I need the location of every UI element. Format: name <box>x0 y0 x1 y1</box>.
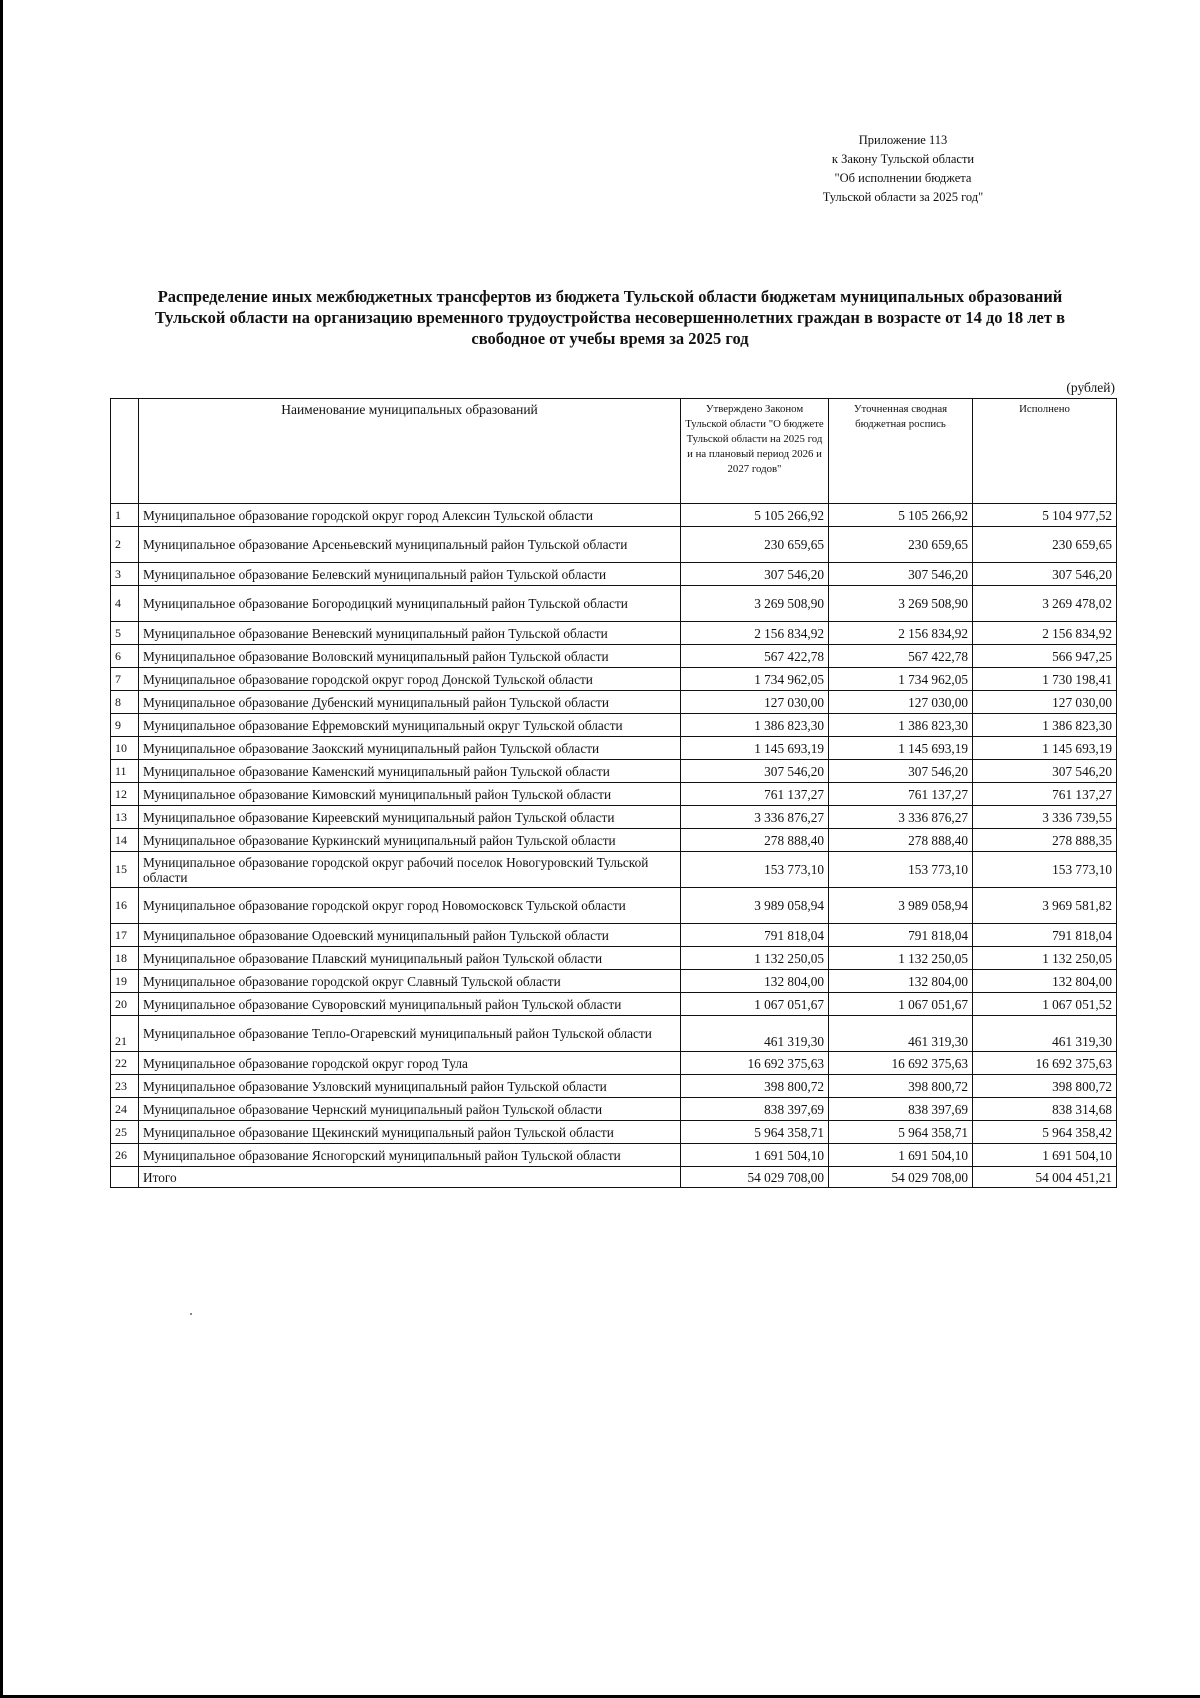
table-row <box>111 760 1117 783</box>
row-executed: 461 319,30 <box>973 1016 1117 1052</box>
row-executed: 838 314,68 <box>973 1098 1117 1121</box>
table-row <box>111 586 1117 622</box>
row-number: 15 <box>111 852 139 888</box>
row-approved: 3 269 508,90 <box>681 586 829 622</box>
total-label: Итого <box>139 1167 681 1188</box>
row-name: Муниципальное образование Тепло-Огаревский муниципальный район Тульской области <box>139 1016 681 1052</box>
row-approved: 230 659,65 <box>681 527 829 563</box>
row-refined: 3 989 058,94 <box>829 888 973 924</box>
row-refined: 132 804,00 <box>829 970 973 993</box>
row-number: 19 <box>111 970 139 993</box>
row-number: 11 <box>111 760 139 783</box>
table-row <box>111 783 1117 806</box>
total-executed: 54 004 451,21 <box>973 1167 1117 1188</box>
row-approved: 1 734 962,05 <box>681 668 829 691</box>
row-refined: 1 386 823,30 <box>829 714 973 737</box>
row-refined: 1 691 504,10 <box>829 1144 973 1167</box>
table-row <box>111 829 1117 852</box>
row-executed: 5 104 977,52 <box>973 504 1117 527</box>
row-refined: 3 336 876,27 <box>829 806 973 829</box>
row-name: Муниципальное образование Богородицкий муниципальный район Тульской области <box>139 586 681 622</box>
row-executed: 1 067 051,52 <box>973 993 1117 1016</box>
scan-left-edge <box>0 0 3 1698</box>
row-executed: 1 386 823,30 <box>973 714 1117 737</box>
row-refined: 1 734 962,05 <box>829 668 973 691</box>
row-name: Муниципальное образование городской округ город Донской Тульской области <box>139 668 681 691</box>
table-row <box>111 970 1117 993</box>
row-name: Муниципальное образование городской округ рабочий поселок Новогуровский Тульской области <box>139 852 681 888</box>
total-row <box>111 1167 1117 1188</box>
row-executed: 2 156 834,92 <box>973 622 1117 645</box>
row-refined: 1 067 051,67 <box>829 993 973 1016</box>
appendix-line-3: "Об исполнении бюджета <box>834 171 972 185</box>
row-name: Муниципальное образование Воловский муниципальный район Тульской области <box>139 645 681 668</box>
title-line-2: Тульской области на организацию временного трудоустройства несовершеннолетних граждан в возрасте от 14 до 18 лет в <box>154 308 1066 327</box>
row-number: 23 <box>111 1075 139 1098</box>
header-refined: Уточненная сводная бюджетная роспись <box>829 399 973 504</box>
row-approved: 127 030,00 <box>681 691 829 714</box>
row-name: Муниципальное образование Плавский муниципальный район Тульской области <box>139 947 681 970</box>
table-row <box>111 1075 1117 1098</box>
row-executed: 1 691 504,10 <box>973 1144 1117 1167</box>
row-number: 18 <box>111 947 139 970</box>
row-executed: 132 804,00 <box>973 970 1117 993</box>
row-approved: 791 818,04 <box>681 924 829 947</box>
row-name: Муниципальное образование Кимовский муниципальный район Тульской области <box>139 783 681 806</box>
table-header-row <box>111 399 1117 504</box>
row-refined: 2 156 834,92 <box>829 622 973 645</box>
table-row <box>111 1121 1117 1144</box>
table-row <box>111 645 1117 668</box>
title-line-1: Распределение иных межбюджетных трансфертов из бюджета Тульской области бюджетам муниципальных образований <box>157 287 1063 306</box>
row-executed: 307 546,20 <box>973 563 1117 586</box>
row-approved: 1 145 693,19 <box>681 737 829 760</box>
row-refined: 307 546,20 <box>829 563 973 586</box>
total-refined: 54 029 708,00 <box>829 1167 973 1188</box>
table-row <box>111 668 1117 691</box>
row-number: 25 <box>111 1121 139 1144</box>
total-number <box>111 1167 139 1188</box>
row-number: 9 <box>111 714 139 737</box>
row-refined: 153 773,10 <box>829 852 973 888</box>
row-refined: 5 964 358,71 <box>829 1121 973 1144</box>
row-number: 22 <box>111 1052 139 1075</box>
row-name: Муниципальное образование Веневский муниципальный район Тульской области <box>139 622 681 645</box>
row-number: 20 <box>111 993 139 1016</box>
row-approved: 307 546,20 <box>681 563 829 586</box>
table-row <box>111 737 1117 760</box>
row-approved: 307 546,20 <box>681 760 829 783</box>
row-number: 1 <box>111 504 139 527</box>
title-line-3: свободное от учебы время за 2025 год <box>471 329 749 348</box>
row-executed: 307 546,20 <box>973 760 1117 783</box>
row-executed: 278 888,35 <box>973 829 1117 852</box>
row-number: 14 <box>111 829 139 852</box>
row-number: 4 <box>111 586 139 622</box>
row-refined: 5 105 266,92 <box>829 504 973 527</box>
row-approved: 761 137,27 <box>681 783 829 806</box>
table-row <box>111 806 1117 829</box>
row-number: 5 <box>111 622 139 645</box>
table-row <box>111 993 1117 1016</box>
row-name: Муниципальное образование Каменский муниципальный район Тульской области <box>139 760 681 783</box>
table-row <box>111 1052 1117 1075</box>
row-number: 10 <box>111 737 139 760</box>
row-refined: 461 319,30 <box>829 1016 973 1052</box>
row-refined: 230 659,65 <box>829 527 973 563</box>
appendix-line-2: к Закону Тульской области <box>831 152 975 166</box>
row-number: 26 <box>111 1144 139 1167</box>
table-row <box>111 1016 1117 1052</box>
row-executed: 398 800,72 <box>973 1075 1117 1098</box>
row-refined: 307 546,20 <box>829 760 973 783</box>
row-executed: 791 818,04 <box>973 924 1117 947</box>
row-name: Муниципальное образование Ясногорский муниципальный район Тульской области <box>139 1144 681 1167</box>
table-row <box>111 924 1117 947</box>
appendix-note <box>790 131 1016 207</box>
row-name: Муниципальное образование Ефремовский муниципальный округ Тульской области <box>139 714 681 737</box>
row-approved: 3 989 058,94 <box>681 888 829 924</box>
row-approved: 16 692 375,63 <box>681 1052 829 1075</box>
row-name: Муниципальное образование городской округ Славный Тульской области <box>139 970 681 993</box>
row-approved: 3 336 876,27 <box>681 806 829 829</box>
row-approved: 1 386 823,30 <box>681 714 829 737</box>
row-name: Муниципальное образование Дубенский муниципальный район Тульской области <box>139 691 681 714</box>
row-refined: 127 030,00 <box>829 691 973 714</box>
row-executed: 3 969 581,82 <box>973 888 1117 924</box>
row-number: 8 <box>111 691 139 714</box>
row-number: 21 <box>111 1016 139 1052</box>
row-executed: 566 947,25 <box>973 645 1117 668</box>
row-executed: 761 137,27 <box>973 783 1117 806</box>
row-name: Муниципальное образование Суворовский муниципальный район Тульской области <box>139 993 681 1016</box>
table-row <box>111 852 1117 888</box>
row-approved: 1 132 250,05 <box>681 947 829 970</box>
table-row <box>111 691 1117 714</box>
row-name: Муниципальное образование городской округ город Алексин Тульской области <box>139 504 681 527</box>
row-executed: 16 692 375,63 <box>973 1052 1117 1075</box>
appendix-line-1: Приложение 113 <box>858 133 948 147</box>
table-row <box>111 527 1117 563</box>
header-number <box>111 399 139 504</box>
row-approved: 1 691 504,10 <box>681 1144 829 1167</box>
row-name: Муниципальное образование Белевский муниципальный район Тульской области <box>139 563 681 586</box>
table-row <box>111 1144 1117 1167</box>
row-number: 17 <box>111 924 139 947</box>
row-name: Муниципальное образование Куркинский муниципальный район Тульской области <box>139 829 681 852</box>
row-number: 12 <box>111 783 139 806</box>
appendix-line-4: Тульской области за 2025 год" <box>822 190 984 204</box>
row-refined: 838 397,69 <box>829 1098 973 1121</box>
table-row <box>111 947 1117 970</box>
row-approved: 132 804,00 <box>681 970 829 993</box>
row-refined: 791 818,04 <box>829 924 973 947</box>
table-body <box>111 504 1117 1188</box>
table-row <box>111 622 1117 645</box>
row-executed: 1 730 198,41 <box>973 668 1117 691</box>
row-executed: 5 964 358,42 <box>973 1121 1117 1144</box>
row-approved: 2 156 834,92 <box>681 622 829 645</box>
row-name: Муниципальное образование Киреевский муниципальный район Тульской области <box>139 806 681 829</box>
row-approved: 5 105 266,92 <box>681 504 829 527</box>
row-approved: 278 888,40 <box>681 829 829 852</box>
row-refined: 761 137,27 <box>829 783 973 806</box>
row-approved: 567 422,78 <box>681 645 829 668</box>
row-number: 16 <box>111 888 139 924</box>
row-executed: 3 336 739,55 <box>973 806 1117 829</box>
transfers-table <box>110 398 1117 1188</box>
row-refined: 3 269 508,90 <box>829 586 973 622</box>
row-number: 13 <box>111 806 139 829</box>
row-name: Муниципальное образование Узловский муниципальный район Тульской области <box>139 1075 681 1098</box>
row-refined: 567 422,78 <box>829 645 973 668</box>
row-approved: 398 800,72 <box>681 1075 829 1098</box>
row-number: 2 <box>111 527 139 563</box>
row-number: 3 <box>111 563 139 586</box>
document-title <box>110 286 1110 349</box>
row-name: Муниципальное образование городской округ город Новомосковск Тульской области <box>139 888 681 924</box>
row-refined: 1 132 250,05 <box>829 947 973 970</box>
row-name: Муниципальное образование Чернский муниципальный район Тульской области <box>139 1098 681 1121</box>
row-name: Муниципальное образование Щекинский муниципальный район Тульской области <box>139 1121 681 1144</box>
row-approved: 838 397,69 <box>681 1098 829 1121</box>
row-approved: 153 773,10 <box>681 852 829 888</box>
table-row <box>111 504 1117 527</box>
row-refined: 278 888,40 <box>829 829 973 852</box>
scan-speck <box>190 1313 192 1315</box>
row-name: Муниципальное образование Заокский муниципальный район Тульской области <box>139 737 681 760</box>
row-approved: 461 319,30 <box>681 1016 829 1052</box>
row-approved: 5 964 358,71 <box>681 1121 829 1144</box>
row-refined: 1 145 693,19 <box>829 737 973 760</box>
header-executed: Исполнено <box>973 399 1117 504</box>
row-executed: 127 030,00 <box>973 691 1117 714</box>
row-refined: 16 692 375,63 <box>829 1052 973 1075</box>
table-row <box>111 1098 1117 1121</box>
header-name: Наименование муниципальных образований <box>139 399 681 504</box>
row-executed: 3 269 478,02 <box>973 586 1117 622</box>
row-name: Муниципальное образование городской округ город Тула <box>139 1052 681 1075</box>
table-row <box>111 714 1117 737</box>
row-number: 7 <box>111 668 139 691</box>
row-executed: 1 132 250,05 <box>973 947 1117 970</box>
row-executed: 230 659,65 <box>973 527 1117 563</box>
table-row <box>111 888 1117 924</box>
row-executed: 153 773,10 <box>973 852 1117 888</box>
row-name: Муниципальное образование Арсеньевский муниципальный район Тульской области <box>139 527 681 563</box>
total-approved: 54 029 708,00 <box>681 1167 829 1188</box>
row-number: 6 <box>111 645 139 668</box>
table-row <box>111 563 1117 586</box>
row-refined: 398 800,72 <box>829 1075 973 1098</box>
row-number: 24 <box>111 1098 139 1121</box>
header-approved: Утверждено Законом Тульской области "О бюджете Тульской области на 2025 год и на плановый период 2026 и 2027 годов" <box>681 399 829 504</box>
units-label: (рублей) <box>1066 380 1115 395</box>
row-approved: 1 067 051,67 <box>681 993 829 1016</box>
row-name: Муниципальное образование Одоевский муниципальный район Тульской области <box>139 924 681 947</box>
row-executed: 1 145 693,19 <box>973 737 1117 760</box>
